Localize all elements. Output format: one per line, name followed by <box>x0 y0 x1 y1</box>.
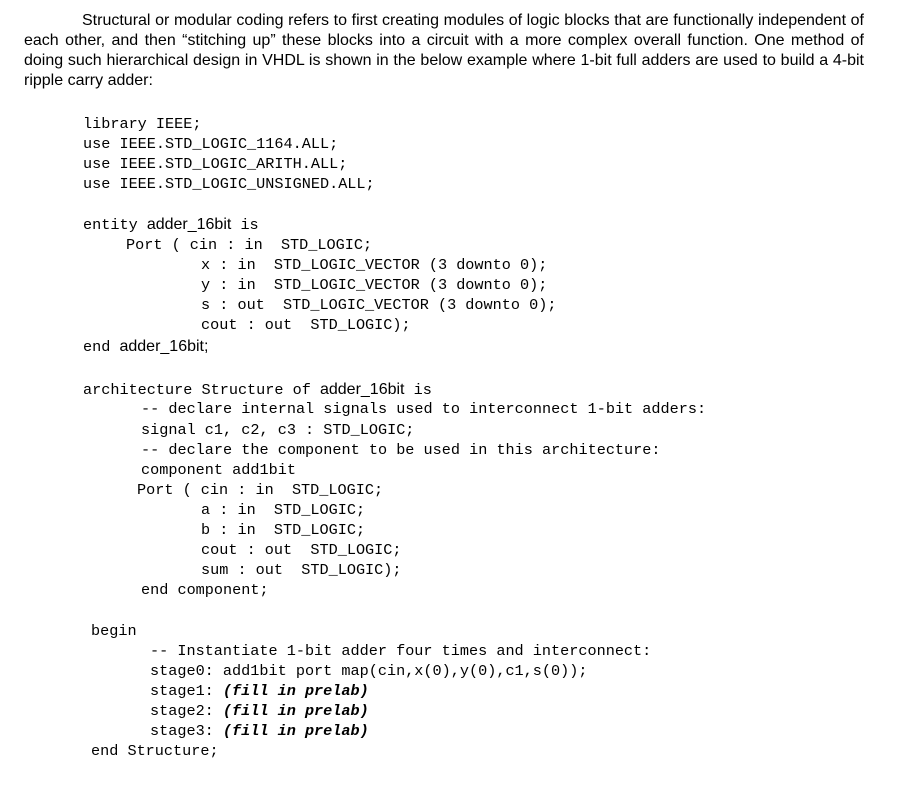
code-comment: -- declare internal signals used to interconnect 1-bit adders: <box>141 400 707 418</box>
code-line: component add1bit <box>141 461 296 479</box>
stage-line <box>150 681 369 701</box>
code-line: end component; <box>141 581 269 599</box>
prelab-placeholder: (fill in prelab) <box>222 702 369 720</box>
stage-label: stage3: <box>150 722 223 740</box>
code-line: cout : out STD_LOGIC; <box>201 541 402 559</box>
stage-line <box>150 721 369 741</box>
architecture-name: adder_16bit <box>319 381 405 398</box>
code-line: use IEEE.STD_LOGIC_UNSIGNED.ALL; <box>83 175 375 193</box>
code-line: cout : out STD_LOGIC); <box>201 316 411 334</box>
prelab-placeholder: (fill in prelab) <box>222 682 369 700</box>
entity-line <box>83 215 259 235</box>
stage-label: stage2: <box>150 702 223 720</box>
architecture-line <box>83 380 432 400</box>
code-line: Port ( cin : in STD_LOGIC; <box>137 481 384 499</box>
architecture-keyword: architecture Structure of <box>83 381 320 399</box>
code-comment: -- Instantiate 1-bit adder four times and interconnect: <box>150 642 652 660</box>
code-line: signal c1, c2, c3 : STD_LOGIC; <box>141 421 415 439</box>
code-line: use IEEE.STD_LOGIC_1164.ALL; <box>83 135 339 153</box>
entity-end-name: adder_16bit; <box>119 338 209 355</box>
code-line: b : in STD_LOGIC; <box>201 521 366 539</box>
code-line: sum : out STD_LOGIC); <box>201 561 402 579</box>
code-line: stage0: add1bit port map(cin,x(0),y(0),c1,s(0)); <box>150 662 588 680</box>
entity-is: is <box>231 216 259 234</box>
entity-end-line <box>83 337 208 357</box>
architecture-is: is <box>404 381 432 399</box>
code-line: s : out STD_LOGIC_VECTOR (3 downto 0); <box>201 296 557 314</box>
end-keyword: end <box>83 338 120 356</box>
code-line: use IEEE.STD_LOGIC_ARITH.ALL; <box>83 155 348 173</box>
code-line: begin <box>91 622 137 640</box>
code-line: end Structure; <box>91 742 219 760</box>
entity-keyword: entity <box>83 216 147 234</box>
stage-label: stage1: <box>150 682 223 700</box>
code-line: x : in STD_LOGIC_VECTOR (3 downto 0); <box>201 256 548 274</box>
code-line: Port ( cin : in STD_LOGIC; <box>126 236 373 254</box>
code-comment: -- declare the component to be used in this architecture: <box>141 441 661 459</box>
code-line: a : in STD_LOGIC; <box>201 501 366 519</box>
code-line: library IEEE; <box>83 115 202 133</box>
entity-name: adder_16bit <box>146 216 232 233</box>
code-line: y : in STD_LOGIC_VECTOR (3 downto 0); <box>201 276 548 294</box>
stage-line <box>150 701 369 721</box>
prelab-placeholder: (fill in prelab) <box>222 722 369 740</box>
intro-paragraph: Structural or modular coding refers to first creating modules of logic blocks that are functionally independent of each other, and then “stitching up” these blocks into a circuit with a more complex overall function. One method of doing such hierarchical design in VHDL is shown in the below example where 1-bit full adders are used to build a 4-bit ripple carry adder: <box>24 12 864 89</box>
